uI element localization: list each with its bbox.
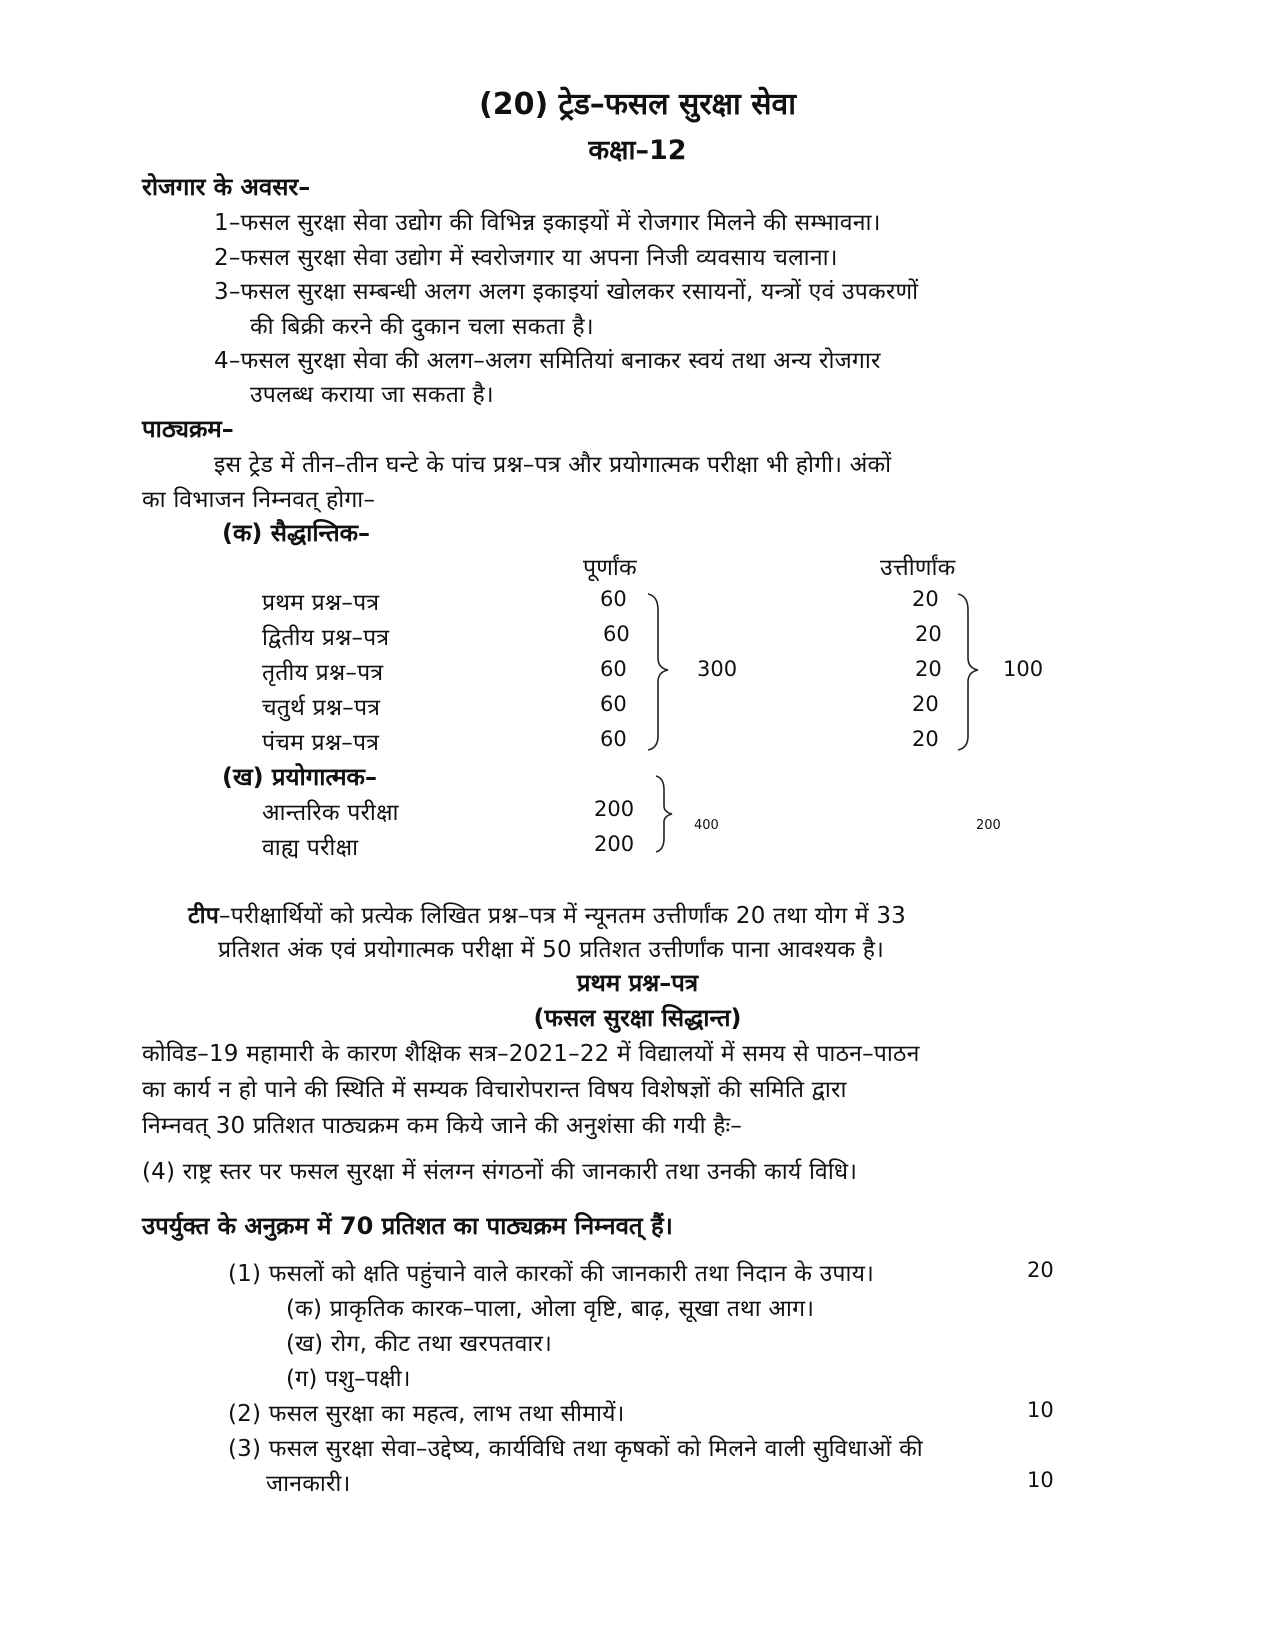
theory-total-pass: 100 [1003,657,1044,681]
paper-pass: 20 [912,692,939,716]
topic-1: (1) फसलों को क्षति पहुंचाने वाले कारकों की जानकारी तथा निदान के उपाय। [228,1261,875,1287]
employment-heading: रोजगार के अवसर– [142,173,311,201]
note-line2: प्रतिशत अंक एवं प्रयोगात्मक परीक्षा में 50 प्रतिशत उत्तीर्णांक पाना आवश्यक है। [218,937,885,963]
note-line1 [188,898,906,930]
theory-pass-brace [950,588,980,758]
page-title: (20) ट्रेड–फसल सुरक्षा सेवा [479,87,796,122]
theory-total-full: 300 [697,657,738,681]
syllabus-intro-line1: इस ट्रेड में तीन–तीन घन्टे के पांच प्रश्न–पत्र और प्रयोगात्मक परीक्षा भी होगी। अंकों [214,452,892,478]
practical-total-pass: 200 [976,818,1001,833]
practical-name: वाह्य परीक्षा [262,835,359,861]
paper1-heading: प्रथम प्रश्न–पत्र [576,969,699,997]
paper-name: तृतीय प्रश्न–पत्र [262,660,384,686]
col-full-marks: पूर्णांक [583,555,637,581]
topic-1-marks: 20 [1027,1258,1054,1282]
theory-full-brace [640,588,670,758]
paper-full: 60 [600,587,627,611]
topic-1a: (क) प्राकृतिक कारक–पाला, ओला वृष्टि, बाढ़, सूखा तथा आग। [286,1296,815,1322]
topic-1b: (ख) रोग, कीट तथा खरपतवार। [286,1331,553,1357]
practical-full: 200 [594,797,635,821]
paper1-subheading: (फसल सुरक्षा सिद्धान्त) [533,1004,742,1032]
topic-3-line1: (3) फसल सुरक्षा सेवा–उद्देष्य, कार्यविधि तथा कृषकों को मिलने वाली सुविधाओं की [228,1436,923,1462]
employment-item-4-cont: उपलब्ध कराया जा सकता है। [250,382,494,408]
note-label: टीप [188,903,220,929]
syllabus-heading: पाठ्यक्रम– [142,415,234,443]
paper-pass: 20 [912,727,939,751]
paper-full: 60 [603,622,630,646]
practical-total-full: 400 [694,818,719,833]
covid-line1: कोविड–19 महामारी के कारण शैक्षिक सत्र–2021–22 में विद्यालयों में समय से पाठन–पाठन [142,1041,920,1067]
employment-item-2: 2–फसल सुरक्षा सेवा उद्योग में स्वरोजगार या अपना निजी व्यवसाय चलाना। [214,245,838,271]
removed-topic: (4) राष्ट्र स्तर पर फसल सुरक्षा में संलग्न संगठनों की जानकारी तथा उनकी कार्य विधि। [142,1159,858,1185]
topic-3-marks: 10 [1027,1468,1054,1492]
topic-1c: (ग) पशु–पक्षी। [286,1366,411,1392]
practical-heading: (ख) प्रयोगात्मक– [222,763,377,791]
paper-name: द्वितीय प्रश्न–पत्र [262,625,390,651]
covid-line2: का कार्य न हो पाने की स्थिति में सम्यक विचारोपरान्त विषय विशेषज्ञों की समिति द्वारा [142,1077,847,1103]
practical-full: 200 [594,832,635,856]
note-text: –परीक्षार्थियों को प्रत्येक लिखित प्रश्न–पत्र में न्यूनतम उत्तीर्णांक 20 तथा योग में 33 [219,903,907,929]
paper-full: 60 [600,727,627,751]
topic-2-marks: 10 [1027,1398,1054,1422]
col-pass-marks: उत्तीर्णांक [880,555,956,581]
page-subtitle: कक्षा–12 [588,135,687,166]
employment-item-1: 1–फसल सुरक्षा सेवा उद्योग की विभिन्न इकाइयों में रोजगार मिलने की सम्भावना। [214,210,881,236]
paper-pass: 20 [915,622,942,646]
paper-name: पंचम प्रश्न–पत्र [262,730,380,756]
remaining-syllabus-heading: उपर्युक्त के अनुक्रम में 70 प्रतिशत का पाठ्यक्रम निम्नवत् हैं। [142,1212,673,1240]
paper-pass: 20 [915,657,942,681]
topic-2: (2) फसल सुरक्षा का महत्व, लाभ तथा सीमायें। [228,1401,625,1427]
theory-heading: (क) सैद्धान्तिक– [222,519,371,547]
practical-name: आन्तरिक परीक्षा [262,800,399,826]
paper-full: 60 [600,657,627,681]
employment-item-3: 3–फसल सुरक्षा सम्बन्धी अलग अलग इकाइयां खोलकर रसायनों, यन्त्रों एवं उपकरणों [214,279,919,305]
paper-name: प्रथम प्रश्न–पत्र [262,590,380,616]
paper-full: 60 [600,692,627,716]
employment-item-4: 4–फसल सुरक्षा सेवा की अलग–अलग समितियां बनाकर स्वयं तथा अन्य रोजगार [214,348,881,374]
paper-name: चतुर्थ प्रश्न–पत्र [262,695,381,721]
topic-3-line2: जानकारी। [266,1471,351,1497]
covid-line3: निम्नवत् 30 प्रतिशत पाठ्यक्रम कम किये जाने की अनुशंसा की गयी हैः– [142,1113,743,1139]
employment-item-3-cont: की बिक्री करने की दुकान चला सकता है। [250,314,594,340]
paper-pass: 20 [912,587,939,611]
practical-brace [652,772,682,854]
syllabus-intro-line2: का विभाजन निम्नवत् होगा– [142,487,376,513]
